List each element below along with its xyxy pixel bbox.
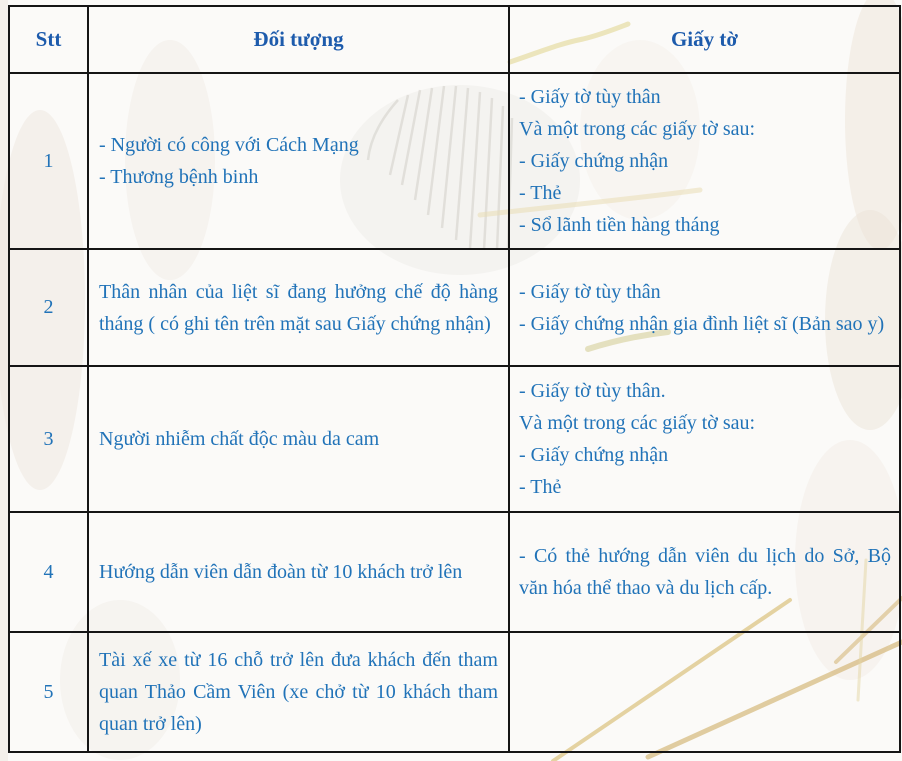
column-header-doi-tuong: Đối tượng xyxy=(88,6,509,73)
cell-stt: 2 xyxy=(9,249,88,366)
cell-giayto xyxy=(509,73,900,249)
cell-line: Và một trong các giấy tờ sau: xyxy=(519,118,756,140)
cell-giayto xyxy=(509,512,900,632)
cell-doituong xyxy=(88,512,509,632)
table-row xyxy=(9,73,900,249)
cell-stt: 4 xyxy=(9,512,88,632)
cell-stt: 3 xyxy=(9,366,88,512)
cell-line: - Giấy tờ tùy thân xyxy=(519,86,661,108)
column-header-giay-to: Giấy tờ xyxy=(509,6,900,73)
cell-line: Thân nhân của liệt sĩ đang hưởng chế độ hàng tháng ( có ghi tên trên mặt sau Giấy chứng nhận) xyxy=(99,280,498,335)
table-row xyxy=(9,512,900,632)
table-row xyxy=(9,366,900,512)
cell-line: - Giấy tờ tùy thân. xyxy=(519,380,666,402)
cell-line: Hướng dẫn viên dẫn đoàn từ 10 khách trở lên xyxy=(99,561,463,583)
cell-line: - Thương bệnh binh xyxy=(99,166,259,188)
cell-line: - Giấy tờ tùy thân xyxy=(519,280,661,303)
cell-giayto xyxy=(509,632,900,752)
cell-line: Tài xế xe từ 16 chỗ trở lên đưa khách đến tham quan Thảo Cầm Viên (xe chở từ 10 khách tham quan trở lên) xyxy=(99,649,498,735)
cell-doituong xyxy=(88,632,509,752)
cell-doituong xyxy=(88,366,509,512)
table-row xyxy=(9,249,900,366)
cell-line: - Giấy chứng nhận xyxy=(519,444,669,466)
cell-line: - Có thẻ hướng dẫn viên du lịch do Sở, Bộ văn hóa thể thao và du lịch cấp. xyxy=(519,545,891,599)
cell-line: Và một trong các giấy tờ sau: xyxy=(519,412,756,434)
cell-line: - Thẻ xyxy=(519,476,562,498)
table-header-row xyxy=(9,6,900,73)
cell-line: - Giấy chứng nhận xyxy=(519,150,669,172)
cell-line: - Thẻ xyxy=(519,182,562,204)
column-header-stt: Stt xyxy=(9,6,88,73)
documents-requirements-table xyxy=(8,5,901,753)
cell-line: - Người có công với Cách Mạng xyxy=(99,134,359,156)
cell-line: - Giấy chứng nhận gia đình liệt sĩ (Bản sao y) xyxy=(519,312,885,335)
table-row xyxy=(9,632,900,752)
cell-doituong xyxy=(88,249,509,366)
cell-line: - Sổ lãnh tiền hàng tháng xyxy=(519,214,720,236)
cell-stt: 1 xyxy=(9,73,88,249)
cell-stt: 5 xyxy=(9,632,88,752)
cell-doituong xyxy=(88,73,509,249)
cell-giayto xyxy=(509,249,900,366)
cell-line: Người nhiễm chất độc màu da cam xyxy=(99,428,380,450)
cell-giayto xyxy=(509,366,900,512)
